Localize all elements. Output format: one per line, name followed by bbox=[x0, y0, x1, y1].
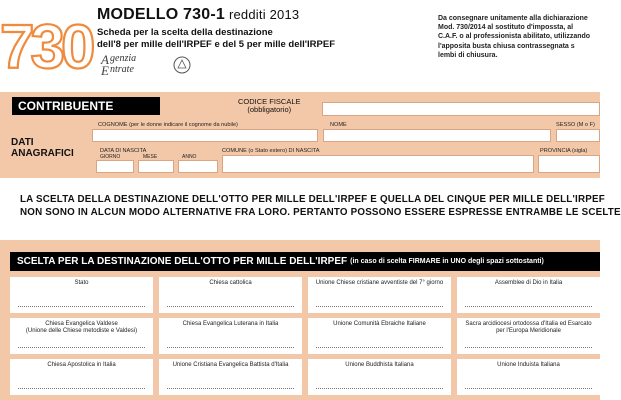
signature-box-label: Chiesa Apostolica in Italia bbox=[47, 362, 116, 368]
signature-box-label: Unione Chiese cristiane avventiste del 7° giorno bbox=[315, 280, 444, 286]
signature-line bbox=[316, 388, 443, 389]
otto-per-mille-heading bbox=[10, 252, 600, 271]
delivery-note-line: lembi di chiusura. bbox=[438, 51, 498, 59]
agency-text-top: genzia bbox=[110, 53, 137, 64]
giorno-field[interactable] bbox=[96, 160, 134, 173]
otto-per-mille-heading-text: SCELTA PER LA DESTINAZIONE DELL'OTTO PER MILLE DELL'IRPEF bbox=[17, 256, 348, 267]
delivery-note-line: Mod. 730/2014 al sostituto d'impossta, al bbox=[438, 24, 574, 32]
signature-box-label: Chiesa Evangelica Luterana in Italia bbox=[182, 321, 279, 327]
dati-label-line-2: ANAGRAFICI bbox=[11, 148, 74, 159]
delivery-note-line: C.A.F. o al professionista abilitato, utilizzando bbox=[438, 33, 591, 41]
signature-box-label: Unione Comunità Ebraiche Italiane bbox=[333, 321, 426, 327]
delivery-note-line: l'apposita busta chiusa contrassegnata s bbox=[438, 42, 575, 50]
signature-line bbox=[465, 306, 592, 307]
signature-line bbox=[465, 347, 592, 348]
dati-anagrafici-label bbox=[11, 137, 74, 159]
nome-field[interactable] bbox=[323, 129, 551, 142]
giorno-label: GIORNO bbox=[100, 154, 121, 160]
signature-line bbox=[167, 347, 294, 348]
signature-box[interactable] bbox=[457, 277, 600, 313]
signature-box[interactable] bbox=[10, 318, 153, 354]
comune-field[interactable] bbox=[222, 155, 534, 173]
signature-box-label: Sacra arcidiocesi ortodossa d'Italia ed Esarcato per l'Europa Meridionale bbox=[465, 321, 592, 334]
anno-field[interactable] bbox=[178, 160, 218, 173]
modello-730-logo bbox=[0, 2, 92, 82]
codice-fiscale-sublabel: (obbligatorio) bbox=[247, 105, 292, 114]
comune-label: COMUNE (o Stato estero) DI NASCITA bbox=[222, 148, 320, 154]
signature-box-label: Chiesa Evangelica Valdese (Unione delle Chiese metodiste e Valdesi) bbox=[25, 321, 138, 334]
delivery-note-line: Da consegnare unitamente alla dichiarazione bbox=[438, 15, 588, 22]
signature-box[interactable] bbox=[308, 277, 451, 313]
signature-box[interactable] bbox=[308, 318, 451, 354]
agency-text-bottom: ntrate bbox=[110, 64, 134, 75]
svg-text:A: A bbox=[101, 52, 109, 67]
signature-line bbox=[316, 347, 443, 348]
contribuente-heading: CONTRIBUENTE bbox=[12, 97, 160, 115]
signature-box[interactable] bbox=[308, 359, 451, 395]
form-title: MODELLO 730-1 redditi 2013 bbox=[97, 6, 300, 23]
signature-box-label: Stato bbox=[74, 280, 89, 286]
otto-per-mille-heading-note: (in caso di scelta FIRMARE in UNO degli spazi sottostanti) bbox=[350, 258, 544, 265]
provincia-label: PROVINCIA (sigla) bbox=[540, 148, 588, 154]
signature-line bbox=[167, 306, 294, 307]
signature-box-label: Unione Buddhista Italiana bbox=[345, 362, 414, 368]
dati-label-line-1: DATI bbox=[11, 137, 34, 148]
signature-box-label: Unione Induista Italiana bbox=[497, 362, 560, 368]
mese-field[interactable] bbox=[138, 160, 174, 173]
nome-label: NOME bbox=[330, 122, 347, 128]
subtitle-line-2: dell'8 per mille dell'IRPEF e del 5 per mille dell'IRPEF bbox=[97, 39, 336, 50]
signature-box[interactable] bbox=[159, 359, 302, 395]
signature-box-label: Chiesa cattolica bbox=[209, 280, 252, 286]
provincia-field[interactable] bbox=[538, 155, 600, 173]
signature-box-label: Assemblee di Dio in Italia bbox=[494, 280, 563, 286]
anno-label: ANNO bbox=[182, 154, 197, 160]
form-title-year: redditi 2013 bbox=[228, 7, 300, 22]
subtitle-line-1: Scheda per la scelta della destinazione bbox=[97, 27, 273, 38]
signature-box[interactable] bbox=[10, 359, 153, 395]
codice-fiscale-label bbox=[238, 98, 301, 114]
agenzia-entrate-logo bbox=[100, 54, 195, 76]
signature-line bbox=[18, 347, 145, 348]
svg-text:730: 730 bbox=[0, 13, 92, 82]
delivery-note bbox=[438, 14, 600, 60]
signature-box[interactable] bbox=[10, 277, 153, 313]
signature-line bbox=[465, 388, 592, 389]
signature-line bbox=[18, 388, 145, 389]
signature-box[interactable] bbox=[457, 318, 600, 354]
signature-box[interactable] bbox=[457, 359, 600, 395]
notice-line-2: NON SONO IN ALCUN MODO ALTERNATIVE FRA LORO. PERTANTO POSSONO ESSERE ESPRESSE ENTRAMBE LE SCELTE bbox=[20, 206, 621, 218]
form-subtitle bbox=[97, 27, 397, 51]
signature-line bbox=[167, 388, 294, 389]
sesso-label: SESSO (M o F) bbox=[556, 122, 595, 128]
data-nascita-label: DATA DI NASCITA bbox=[100, 148, 147, 154]
signature-box[interactable] bbox=[159, 277, 302, 313]
sesso-field[interactable] bbox=[556, 129, 600, 142]
codice-fiscale-field[interactable] bbox=[322, 102, 600, 116]
signature-line bbox=[18, 306, 145, 307]
signature-box[interactable] bbox=[159, 318, 302, 354]
notice-line-1: LA SCELTA DELLA DESTINAZIONE DELL'OTTO PER MILLE DELL'IRPEF E QUELLA DEL CINQUE PER MILLE DELL'IRPEF bbox=[20, 194, 605, 205]
alternative-choice-notice bbox=[20, 194, 621, 219]
signature-line bbox=[316, 306, 443, 307]
mese-label: MESE bbox=[143, 154, 158, 160]
cognome-label: COGNOME (per le donne indicare il cognome da nubile) bbox=[98, 122, 238, 128]
codice-fiscale-label-text: CODICE FISCALE bbox=[238, 97, 301, 106]
cognome-field[interactable] bbox=[92, 129, 318, 142]
svg-text:E: E bbox=[101, 63, 109, 78]
signature-box-label: Unione Cristiana Evangelica Battista d'Italia bbox=[172, 362, 289, 368]
